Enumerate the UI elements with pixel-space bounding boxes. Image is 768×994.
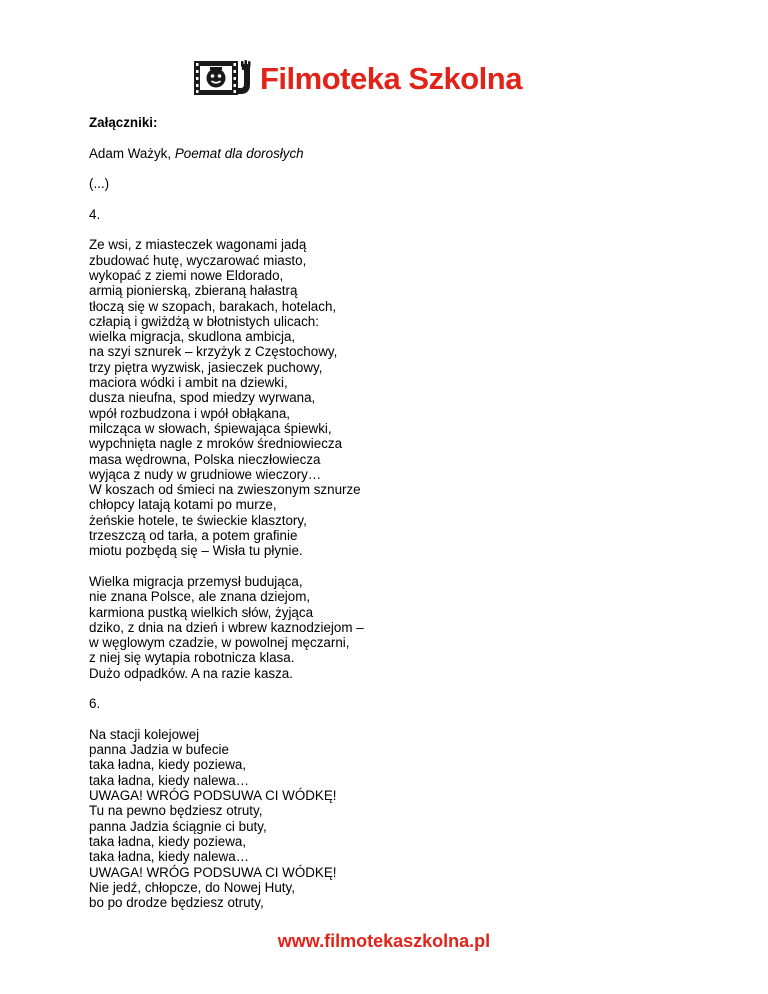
poem-line: Na stacji kolejowej bbox=[89, 726, 200, 742]
poem-line: Wielka migracja przemysł budująca, bbox=[89, 573, 303, 589]
poem-line: armią pionierską, zbieraną hałastrą bbox=[89, 283, 298, 299]
brand-logo bbox=[192, 57, 522, 99]
poem-line: taka ładna, kiedy poziewa, bbox=[89, 757, 247, 773]
stanza-1 bbox=[89, 237, 689, 558]
poem-line: panna Jadzia w bufecie bbox=[89, 742, 229, 758]
poem-line: Tu na pewno będziesz otruty, bbox=[89, 803, 263, 819]
poem-author: Adam Ważyk, bbox=[89, 145, 175, 161]
poem-line: Dużo odpadków. A na razie kasza. bbox=[89, 665, 293, 681]
poem-line: na szyi sznurek – krzyżyk z Częstochowy, bbox=[89, 344, 338, 360]
poem-line: milcząca w słowach, śpiewająca śpiewki, bbox=[89, 420, 332, 436]
stanza-3 bbox=[89, 727, 689, 911]
poem-title: Poemat dla dorosłych bbox=[174, 145, 304, 161]
stanza-2 bbox=[89, 574, 689, 681]
poem-line: W koszach od śmieci na zwieszonym sznurze bbox=[89, 482, 361, 498]
poem-line: nie znana Polsce, ale znana dziejom, bbox=[89, 589, 311, 605]
poem-line: Ze wsi, z miasteczek wagonami jadą bbox=[89, 237, 307, 253]
poem-line: UWAGA! WRÓG PODSUWA CI WÓDKĘ! bbox=[89, 788, 337, 804]
poem-line: wyjąca z nudy w grudniowe wieczory… bbox=[89, 466, 322, 482]
poem-line: zbudować hutę, wyczarować miasto, bbox=[89, 252, 307, 268]
poem-line: maciora wódki i ambit na dziewki, bbox=[89, 375, 288, 391]
poem-line: człapią i gwiżdżą w błotnistych ulicach: bbox=[89, 313, 319, 329]
section-number-4: 4. bbox=[89, 206, 101, 222]
poem-line: masa wędrowna, Polska nieczłowiecza bbox=[89, 451, 321, 467]
poem-line: wpół rozbudzona i wpół obłąkana, bbox=[89, 405, 290, 421]
poem-line: bo po drodze będziesz otruty, bbox=[89, 895, 264, 911]
poem-line: taka ładna, kiedy nalewa… bbox=[89, 772, 250, 788]
poem-line: dusza nieufna, spod miedzy wyrwana, bbox=[89, 390, 316, 406]
poem-line: taka ładna, kiedy nalewa… bbox=[89, 849, 250, 865]
poem-line: w węglowym czadzie, w powolnej męczarni, bbox=[89, 635, 350, 651]
omission-mark: (...) bbox=[89, 176, 110, 192]
footer-url[interactable]: www.filmotekaszkolna.pl bbox=[277, 931, 491, 951]
poem-line: taka ładna, kiedy poziewa, bbox=[89, 833, 247, 849]
poem-line: z niej się wytapia robotnicza klasa. bbox=[89, 650, 295, 666]
poem-line: panna Jadzia ściągnie ci buty, bbox=[89, 818, 267, 834]
poem-line: trzeszczą od tarła, a potem grafinie bbox=[89, 528, 298, 544]
poem-line: dziko, z dnia na dzień i wbrew kaznodziejom – bbox=[89, 619, 364, 635]
poem-citation bbox=[89, 146, 689, 161]
poem-line: UWAGA! WRÓG PODSUWA CI WÓDKĘ! bbox=[89, 864, 337, 880]
film-strip-logo-icon bbox=[192, 58, 258, 98]
brand-name: Filmoteka Szkolna bbox=[260, 60, 522, 96]
poem-line: wypchnięta nagle z mroków średniowiecza bbox=[89, 436, 343, 452]
attachments-heading: Załączniki: bbox=[89, 115, 158, 130]
document-body bbox=[89, 115, 689, 926]
poem-line: miotu pozbędą się – Wisła tu płynie. bbox=[89, 543, 303, 559]
section-number-6: 6. bbox=[89, 696, 101, 712]
poem-line: Nie jedź, chłopcze, do Nowej Huty, bbox=[89, 879, 295, 895]
poem-line: chłopcy latają kotami po murze, bbox=[89, 497, 277, 513]
poem-line: żeńskie hotele, te świeckie klasztory, bbox=[89, 512, 307, 528]
poem-line: trzy piętra wyzwisk, jasieczek puchowy, bbox=[89, 359, 323, 375]
poem-line: wielka migracja, skudlona ambicja, bbox=[89, 329, 296, 345]
poem-line: wykopać z ziemi nowe Eldorado, bbox=[89, 267, 284, 283]
poem-line: karmiona pustką wielkich słów, żyjąca bbox=[89, 604, 314, 620]
poem-line: tłoczą się w szopach, barakach, hotelach, bbox=[89, 298, 337, 314]
